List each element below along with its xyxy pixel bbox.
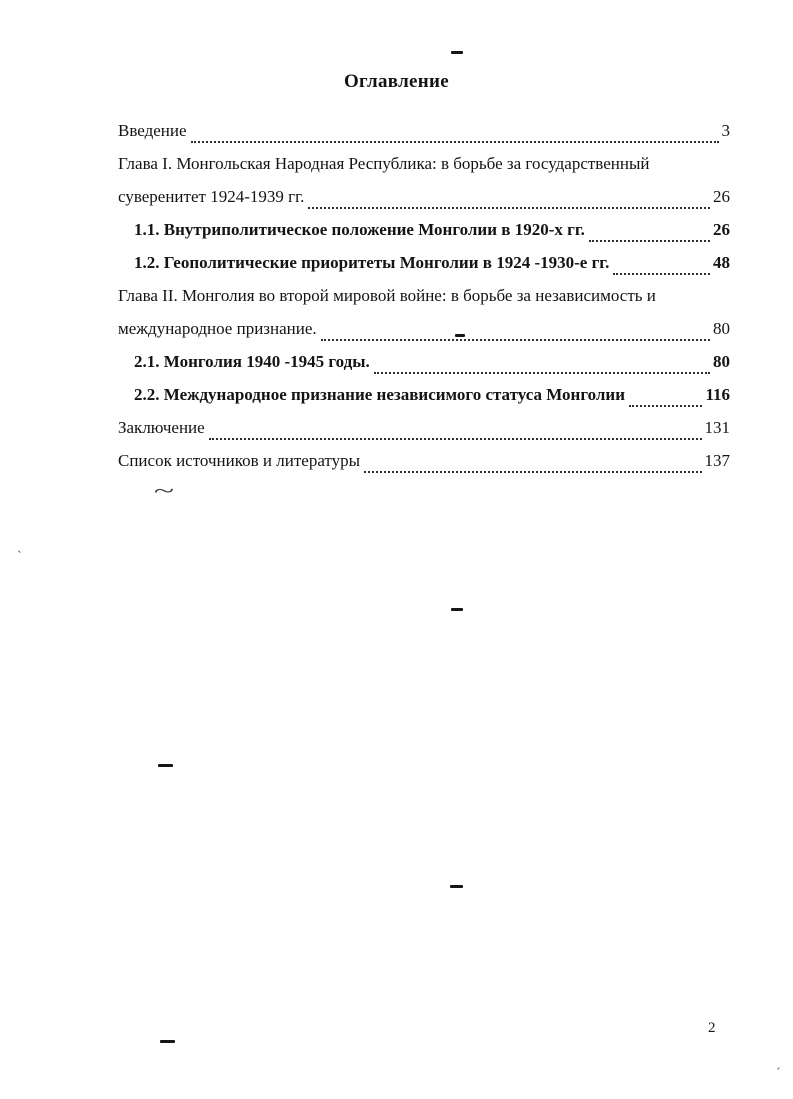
toc-entry: [118, 143, 730, 176]
toc-entry: [118, 242, 730, 275]
toc-entry-text: Введение: [118, 121, 187, 140]
toc-page-number: 80: [713, 319, 730, 338]
toc-entry-text: Заключение: [118, 418, 205, 437]
toc-entry-text: Глава I. Монгольская Народная Республика: в борьбе за государственный: [118, 154, 650, 173]
toc-leader-dots: [629, 385, 702, 407]
scan-artifact-dash: [451, 608, 463, 611]
toc-entry-text: международное признание.: [118, 319, 317, 338]
toc-entry-text: суверенитет 1924-1939 гг.: [118, 187, 305, 206]
toc-entry: [118, 110, 730, 143]
toc-page-number: 3: [721, 121, 730, 140]
scan-artifact-dash: [160, 1040, 175, 1043]
scan-artifact-dash: [451, 51, 463, 54]
toc-entry: [118, 209, 730, 242]
toc-entry-text: 2.1. Монголия 1940 -1945 годы.: [134, 352, 370, 371]
toc-entry-text: 1.1. Внутриполитическое положение Монголии в 1920-х гг.: [134, 220, 585, 239]
toc-page-number: 26: [713, 187, 730, 206]
toc-entry: [118, 341, 730, 374]
toc-leader-dots: [364, 451, 701, 473]
toc-entry-text: Список источников и литературы: [118, 451, 361, 470]
toc-leader-dots: [613, 253, 710, 275]
toc-page-number: 116: [705, 385, 730, 404]
scan-artifact-tick: ´: [775, 1065, 784, 1083]
toc-entry: [118, 275, 730, 308]
toc-leader-dots: [191, 121, 719, 143]
toc-page-number: 80: [713, 352, 730, 371]
toc-entry: [118, 407, 730, 440]
toc-entry: [118, 374, 730, 407]
toc-entry-text: 1.2. Геополитические приоритеты Монголии в 1924 -1930-е гг.: [134, 253, 610, 272]
toc-entry: [118, 176, 730, 209]
table-of-contents: [118, 110, 730, 473]
scan-artifact-dash: [450, 885, 463, 888]
toc-leader-dots: [374, 352, 710, 374]
toc-entry: [118, 440, 730, 473]
page-number: 2: [708, 1020, 716, 1036]
scan-artifact-squiggle: ~: [153, 478, 175, 503]
page-title: Оглавление: [343, 71, 450, 92]
toc-page-number: 26: [713, 220, 730, 239]
toc-page-number: 137: [704, 451, 730, 470]
toc-entry-text: Глава II. Монголия во второй мировой войне: в борьбе за независимость и: [118, 286, 656, 305]
toc-leader-dots: [308, 187, 710, 209]
toc-leader-dots: [209, 418, 702, 440]
toc-entry: [118, 308, 730, 341]
toc-page-number: 131: [704, 418, 730, 437]
scan-artifact-dash: [158, 764, 173, 767]
scan-artifact-tick: `: [17, 549, 22, 565]
toc-leader-dots: [321, 319, 710, 341]
toc-page-number: 48: [713, 253, 730, 272]
toc-leader-dots: [589, 220, 710, 242]
toc-entry-text: 2.2. Международное признание независимого статуса Монголии: [134, 385, 626, 404]
